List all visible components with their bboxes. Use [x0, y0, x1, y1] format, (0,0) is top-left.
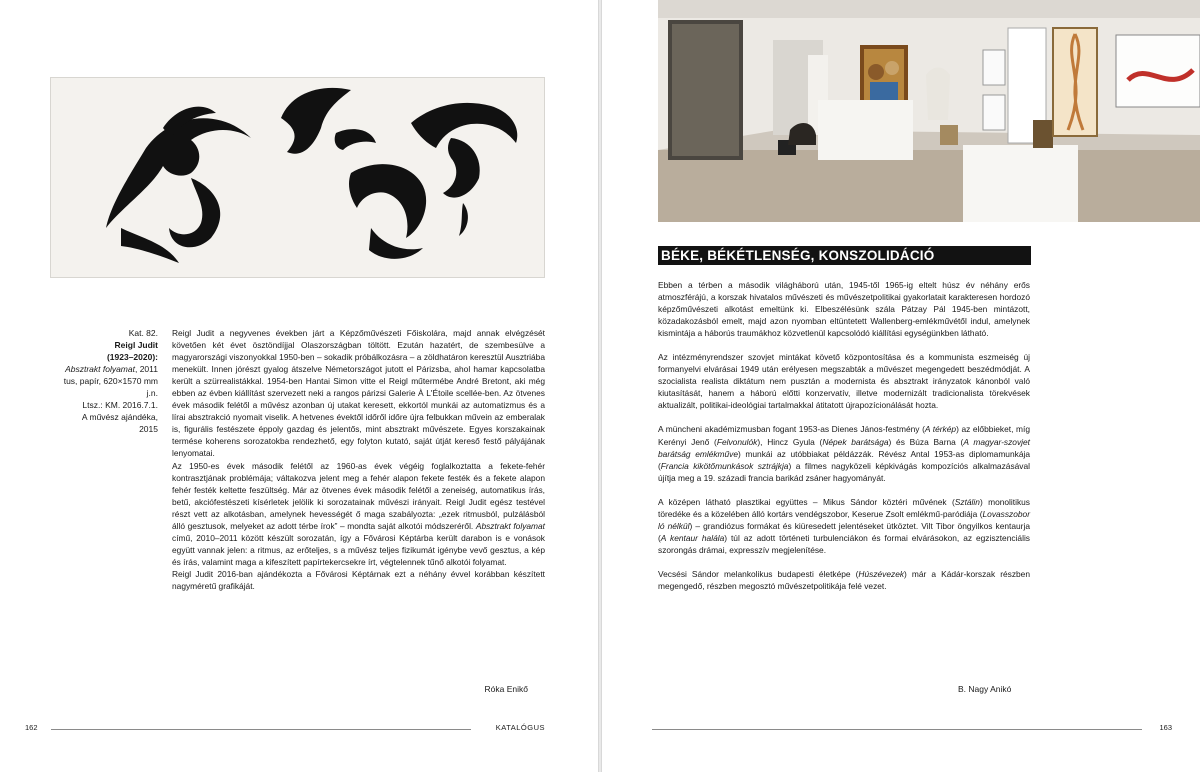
artwork-title-line [60, 363, 158, 375]
running-head: KATALÓGUS [495, 723, 545, 732]
artwork-reigl-absztrakt-folyamat [50, 77, 545, 278]
page-number-right: 163 [1159, 723, 1172, 732]
artwork-signature: j.n. [146, 388, 158, 398]
work-title: Húszévezek [858, 568, 905, 579]
right-paragraph-5 [658, 568, 1030, 592]
provenance-line-2: 2015 [139, 424, 158, 434]
right-paragraph-4-text: ) – grandiózus formákat és kiüresedett jelentéseket ütköztet. Vilt Tibor öngyilkos kentaurja ( [658, 520, 1030, 543]
footer-rule-right [652, 729, 1142, 730]
right-paragraph-3 [658, 423, 1030, 483]
right-footer [652, 723, 1172, 735]
left-footer [25, 723, 545, 735]
left-paragraph-2 [172, 460, 545, 568]
right-paragraph-3-text: ) a filmes nagyközeli képkivágás kompozíciós alkalmazásával újítja meg a 19. századi francia barikád zsáner hagyományát. [658, 460, 1030, 483]
right-body-text [658, 279, 1030, 604]
left-paragraph-1: Reigl Judit a negyvenes években járt a Képzőművészeti Főiskolára, majd annak elvégzését követően két évet ösztöndíjjal Olaszországban töltött. Ezután hazatért, de szembesülve a magyarországi viszonyokkal 1950-ben – sokadik próbálkozásra – a zöldhatáron keresztül Ausztriába menekült. Innen jórészt gyalog átszelve Németországot jutott el Párizsba, ahol hamar kapcsolatba került a szürrealistákkal. 1954-ben Hantai Simon vitte el Reigl műtermébe André Bretont, aki még ebben az évben kiállítást szervezett neki a rangos párizsi Galerie À L'Étoile scellée-ben. Az ötvenes évek második felétől a művész azonban új utakat keresett, ekkortól munkái az automatizmus és a lírai absztrakció nyomait viselik. A hetvenes évektől időről időre újra felbukkan művein az emberalak is, figurális festészete éppoly gazdag és jelentős, mint absztrakt művészete. Egyes korszakainak termése koherens sorozatokba rendezhető, egy folyton kutató, saját útját kereső festő pályájának lenyomatai. [172, 328, 545, 459]
left-page [0, 0, 598, 772]
right-paragraph-4-text: A középen látható plasztikai együttes – Mikus Sándor köztéri művének ( [658, 496, 955, 507]
inventory-number: Ltsz.: KM. 2016.7.1. [82, 400, 158, 410]
gallery-room-illustration [658, 0, 1200, 222]
left-author: Róka Enikő [484, 684, 528, 694]
work-title: Sztálin [954, 496, 980, 507]
right-author: B. Nagy Anikó [958, 684, 1012, 694]
work-title: Lovasszobor ló nélkül [658, 508, 1030, 531]
artwork-medium: tus, papír, 620×1570 mm [63, 376, 158, 386]
right-paragraph-3-text: ), Hincz Gyula ( [757, 436, 823, 447]
exhibition-photo [658, 0, 1200, 222]
left-body-text [172, 327, 545, 592]
left-paragraph-2-part-b: című, 2010–2011 között készült sorozatán, így a Fővárosi Képtárba került darabon is e vonások együtt vannak jelen: a ritmus, az erőteljes, s a művész teljes fizikumát igénybe vevő gesztus, a kép és írás, valamint maga a kifeszített papírtekercsekre írt, végtelennek tűnő alkotói folyamat. [172, 532, 545, 567]
right-paragraph-3-text: ) munkái az utóbbiakat példázzák. Révész Antal 1953-as diplomamunkája ( [658, 448, 1030, 471]
right-paragraph-5-text: ) már a Kádár-korszak részben megengedő, részben megosztó művészetpolitikája felé vezet. [658, 568, 1030, 591]
work-title: A kentaur halála [660, 532, 725, 543]
catalog-number: Kat. 82. [128, 328, 158, 338]
provenance-line-1: A művész ajándéka, [81, 412, 158, 422]
right-page [602, 0, 1200, 772]
artist-years: (1923–2020): [106, 352, 158, 362]
work-title: A magyar-szovjet barátság emlékműve [658, 436, 1030, 459]
footer-rule-left [51, 729, 471, 730]
right-paragraph-4-text: ) monolitikus töredéke és a közelében álló kortárs vendégszobor, Keserue Zsolt emlékmű-paródiája ( [658, 496, 1030, 519]
right-paragraph-3-text: ) és Búza Barna ( [888, 436, 964, 447]
work-title: A térkép [924, 424, 957, 435]
left-paragraph-2-part-a: Az 1950-es évek második felétől az 1960-as évek végéig foglalkoztatta a fekete-fehér kontrasztjának problémája; váltakozva jelent meg a fehér alapon fekete festék és a fekete alapon fehér festék keltette feszültség. Már az ötvenes évek második felétől a zeneiség, automatikus írás, betű, akciófestészeti kísérletek jelölik ki sorozatainak művészi irányait. Reigl Judit egész testével részt vett az alkotásban, amelynek hevességét ő maga szabályozta: „ezek ritmusból, pulzálásból álló gesztusok, melyeket az adott térbe írok” – mondta saját alkotói módszeréről. [172, 460, 545, 531]
right-paragraph-3-text: ) az előbbieket, míg Kerényi Jenő ( [658, 424, 1030, 447]
work-title: Francia kikötőmunkások sztrájkja [660, 460, 789, 471]
artwork-title: Absztrakt folyamat [65, 364, 135, 374]
artwork-year: , 2011 [134, 364, 158, 374]
artist-name: Reigl Judit [114, 340, 158, 350]
page-number-left: 162 [25, 723, 38, 732]
right-paragraph-4-text: ) túl az adott történeti turbulenciákon és formai elvárásokon, az egzisztenciális szorongás drámai, expresszív megjelenítése. [658, 532, 1030, 555]
left-paragraph-3: Reigl Judit 2016-ban ajándékozta a Fővárosi Képtárnak ezt a néhány évvel korábban készített nagyméretű grafikáját. [172, 568, 545, 591]
work-title: Felvonulók [716, 436, 758, 447]
left-paragraph-2-title: Absztrakt folyamat [475, 520, 546, 531]
artwork-caption [60, 327, 158, 435]
right-paragraph-4 [658, 496, 1030, 556]
ink-brushstrokes [51, 78, 544, 277]
section-heading: BÉKE, BÉKÉTLENSÉG, KONSZOLIDÁCIÓ [658, 246, 1031, 265]
right-paragraph-5-text: Vecsési Sándor melankolikus budapesti életképe ( [658, 568, 859, 579]
right-paragraph-3-text: A müncheni akadémizmusban fogant 1953-as Dienes János-festmény ( [658, 424, 925, 435]
right-paragraph-1: Ebben a térben a második világháború után, 1945-től 1965-ig eltelt húsz év néhány erős atmoszférájú, a korszak hivatalos művészeti és művészetpolitikai gyakorlatait karakteresen hordozó képzőművészeti alkotást emeltünk ki. Elbeszélésünk szála Pátzay Pál 1945-ben mintázott, közadakozásból emelt, majd azon nyomban eltüntetett Wallenberg-emlékművétől indul, amelynek kismintája a háborús traumákhoz közvetlenül kapcsolódó kiállítási egységünkben látható. [658, 280, 1030, 339]
right-paragraph-2: Az intézményrendszer szovjet mintákat követő központosítása és a kommunista eszmeiség új formanyelvi elvárásai 1949 után erélyesen megszabták a művészet megengedett beszédmódját. A szocialista realista diktátum nem pusztán a modernista és absztrakt irányzatok kánonból való kiutasítását, hanem a háború előtti konzervatív, illetve modernizált tradicionalista törekvések aktualizált, politikai-ideológiai tartalmakkal átitatott újrapozícionálását hozta. [658, 352, 1030, 411]
work-title: Népek barátsága [822, 436, 889, 447]
